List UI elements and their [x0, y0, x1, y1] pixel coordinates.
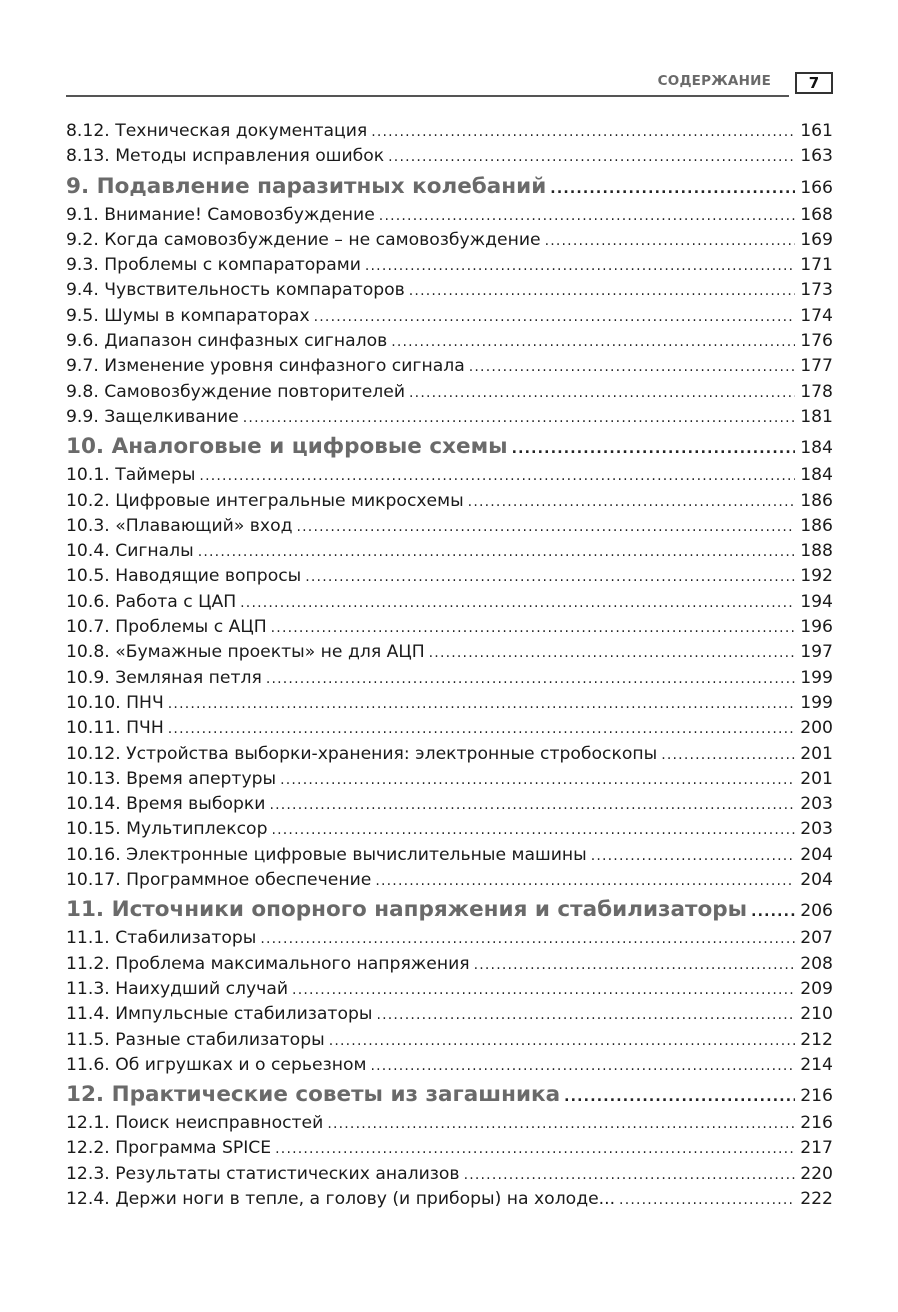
toc-title: 9.7. Изменение уровня синфазного сигнала — [66, 356, 465, 377]
dot-leader — [297, 515, 796, 540]
toc-page-number: 212 — [800, 1029, 833, 1050]
toc-title: 11.5. Разные стабилизаторы — [66, 1029, 325, 1050]
toc-page-number: 196 — [800, 617, 833, 638]
toc-title: 12.3. Результаты статистических анализов — [66, 1163, 460, 1184]
toc-page-number: 199 — [800, 692, 833, 713]
toc-page-number: 178 — [800, 381, 833, 402]
toc-page-number: 206 — [800, 901, 833, 922]
toc-title: 10.11. ПЧН — [66, 718, 164, 739]
toc-chapter — [66, 893, 833, 926]
toc-page-number: 203 — [800, 819, 833, 840]
dot-leader — [243, 406, 795, 431]
toc-title: 12.4. Держи ноги в тепле, а голову (и приборы) на холоде... — [66, 1188, 616, 1209]
toc-title: 10.12. Устройства выборки-хранения: электронные стробоскопы — [66, 743, 658, 764]
toc-page-number: 188 — [800, 541, 833, 562]
dot-leader — [388, 145, 795, 170]
toc-title: 10.4. Сигналы — [66, 541, 194, 562]
toc-entry — [66, 716, 833, 741]
toc-entry — [66, 792, 833, 817]
toc-entry — [66, 278, 833, 303]
toc-page-number: 176 — [800, 331, 833, 352]
toc-title: 8.13. Методы исправления ошибок — [66, 146, 385, 167]
toc-title: 10.9. Земляная петля — [66, 667, 262, 688]
toc-page-number: 169 — [800, 229, 833, 250]
toc-title: 9.5. Шумы в компараторах — [66, 305, 310, 326]
toc-entry — [66, 514, 833, 539]
toc-page-number: 163 — [800, 146, 833, 167]
toc-entry — [66, 666, 833, 691]
dot-leader — [271, 616, 796, 641]
toc-chapter — [66, 430, 833, 463]
header-rule — [66, 95, 789, 97]
toc-entry — [66, 691, 833, 716]
toc-page-number: 173 — [800, 280, 833, 301]
dot-leader — [292, 978, 795, 1003]
toc-page-number: 208 — [800, 953, 833, 974]
toc-page-number: 210 — [800, 1004, 833, 1025]
toc-page-number: 200 — [800, 718, 833, 739]
toc-page-number: 204 — [800, 844, 833, 865]
dot-leader — [409, 381, 795, 406]
toc-entry — [66, 868, 833, 893]
dot-leader — [199, 464, 795, 489]
toc-entry — [66, 380, 833, 405]
dot-leader — [474, 953, 796, 978]
toc-entry — [66, 742, 833, 767]
toc-entry — [66, 539, 833, 564]
toc-title: 9. Подавление паразитных колебаний — [66, 173, 547, 199]
dot-leader — [564, 1081, 795, 1114]
toc-page-number: 171 — [800, 255, 833, 276]
toc-page-number: 216 — [800, 1086, 833, 1107]
page-number: 7 — [795, 72, 833, 94]
toc-entry — [66, 228, 833, 253]
dot-leader — [661, 743, 795, 768]
toc-page-number: 209 — [800, 978, 833, 999]
toc-entry — [66, 1136, 833, 1161]
toc-page-number: 177 — [800, 356, 833, 377]
toc-entry — [66, 1028, 833, 1053]
toc-title: 9.9. Защелкивание — [66, 406, 239, 427]
toc-title: 10.3. «Плавающий» вход — [66, 515, 293, 536]
toc-title: 11. Источники опорного напряжения и стабилизаторы — [66, 897, 748, 923]
toc-page-number: 207 — [800, 928, 833, 949]
toc-entry — [66, 615, 833, 640]
toc-entry — [66, 817, 833, 842]
toc-title: 8.12. Техническая документация — [66, 121, 368, 141]
toc-entry — [66, 1187, 833, 1212]
toc-page-number: 216 — [800, 1113, 833, 1134]
toc-title: 10.5. Наводящие вопросы — [66, 566, 302, 587]
toc-page-number: 201 — [800, 768, 833, 789]
toc-title: 9.8. Самовозбуждение повторителей — [66, 381, 406, 402]
dot-leader — [468, 490, 796, 515]
toc-page-number: 166 — [800, 177, 833, 198]
toc-title: 10. Аналоговые и цифровые схемы — [66, 434, 508, 460]
dot-leader — [619, 1188, 795, 1213]
toc-entry — [66, 329, 833, 354]
dot-leader — [260, 927, 795, 952]
toc-entry — [66, 405, 833, 430]
toc-title: 9.2. Когда самовозбуждение – не самовозбуждение — [66, 229, 541, 250]
toc-page-number: 217 — [800, 1138, 833, 1159]
dot-leader — [379, 204, 795, 229]
dot-leader — [280, 768, 795, 793]
toc-title: 11.4. Импульсные стабилизаторы — [66, 1004, 373, 1025]
toc-chapter — [66, 170, 833, 203]
toc-title: 10.2. Цифровые интегральные микросхемы — [66, 490, 464, 511]
table-of-contents — [66, 119, 833, 1212]
toc-page-number: 204 — [800, 870, 833, 891]
toc-page-number: 192 — [800, 566, 833, 587]
toc-title: 9.6. Диапазон синфазных сигналов — [66, 331, 388, 352]
toc-entry — [66, 144, 833, 169]
toc-entry — [66, 767, 833, 792]
dot-leader — [375, 869, 795, 894]
toc-page-number: 203 — [800, 794, 833, 815]
dot-leader — [751, 896, 795, 929]
page-header — [66, 70, 833, 96]
toc-title: 11.6. Об игрушках и о серьезном — [66, 1054, 367, 1075]
toc-entry — [66, 463, 833, 488]
running-title: СОДЕРЖАНИЕ — [657, 73, 771, 89]
dot-leader — [376, 1003, 795, 1028]
dot-leader — [168, 692, 795, 717]
toc-title: 10.6. Работа с ЦАП — [66, 591, 237, 612]
toc-entry — [66, 843, 833, 868]
toc-title: 11.2. Проблема максимального напряжения — [66, 953, 470, 974]
toc-title: 9.3. Проблемы с компараторами — [66, 255, 361, 276]
toc-title: 10.14. Время выборки — [66, 794, 266, 815]
toc-entry — [66, 1162, 833, 1187]
dot-leader — [591, 844, 795, 869]
toc-title: 12.2. Программа SPICE — [66, 1138, 272, 1159]
dot-leader — [240, 591, 795, 616]
dot-leader — [550, 173, 795, 206]
toc-title: 10.10. ПНЧ — [66, 692, 164, 713]
toc-chapter — [66, 1078, 833, 1111]
toc-title: 10.13. Время апертуры — [66, 768, 277, 789]
dot-leader — [464, 1163, 796, 1188]
toc-title: 10.7. Проблемы с АЦП — [66, 617, 267, 638]
dot-leader — [409, 279, 795, 304]
toc-entry — [66, 1111, 833, 1136]
dot-leader — [371, 120, 795, 145]
toc-entry — [66, 952, 833, 977]
toc-page-number: 184 — [800, 465, 833, 486]
dot-leader — [275, 1137, 795, 1162]
dot-leader — [391, 330, 795, 355]
toc-entry — [66, 926, 833, 951]
toc-entry — [66, 253, 833, 278]
toc-page-number: 201 — [800, 743, 833, 764]
toc-page-number: 184 — [800, 438, 833, 459]
dot-leader — [314, 305, 796, 330]
toc-title: 9.1. Внимание! Самовозбуждение — [66, 204, 375, 225]
toc-entry — [66, 304, 833, 329]
toc-entry — [66, 1002, 833, 1027]
toc-entry — [66, 1053, 833, 1078]
dot-leader — [469, 355, 795, 380]
toc-entry — [66, 977, 833, 1002]
toc-page-number: 194 — [800, 591, 833, 612]
dot-leader — [545, 229, 796, 254]
toc-page-number: 186 — [800, 490, 833, 511]
toc-page-number: 220 — [800, 1163, 833, 1184]
toc-entry — [66, 203, 833, 228]
toc-entry — [66, 489, 833, 514]
dot-leader — [305, 565, 795, 590]
toc-entry — [66, 354, 833, 379]
dot-leader — [429, 641, 796, 666]
dot-leader — [327, 1112, 795, 1137]
dot-leader — [370, 1054, 795, 1079]
toc-title: 10.17. Программное обеспечение — [66, 870, 372, 891]
toc-page-number: 199 — [800, 667, 833, 688]
dot-leader — [271, 818, 795, 843]
toc-entry — [66, 119, 833, 144]
toc-title: 9.4. Чувствительность компараторов — [66, 280, 405, 301]
toc-title: 12. Практические советы из загашника — [66, 1082, 561, 1108]
toc-title: 11.3. Наихудший случай — [66, 978, 289, 999]
toc-title: 10.16. Электронные цифровые вычислительные машины — [66, 844, 587, 865]
dot-leader — [198, 540, 795, 565]
toc-title: 10.8. «Бумажные проекты» не для АЦП — [66, 642, 425, 663]
toc-entry — [66, 590, 833, 615]
toc-page-number: 181 — [800, 406, 833, 427]
dot-leader — [168, 717, 795, 742]
toc-entry — [66, 564, 833, 589]
toc-page-number: 161 — [800, 121, 833, 141]
toc-page-number: 197 — [800, 642, 833, 663]
toc-page-number: 186 — [800, 515, 833, 536]
toc-title: 12.1. Поиск неисправностей — [66, 1113, 324, 1134]
toc-page-number: 222 — [800, 1188, 833, 1209]
toc-title: 10.1. Таймеры — [66, 465, 196, 486]
toc-page-number: 168 — [800, 204, 833, 225]
dot-leader — [365, 254, 795, 279]
dot-leader — [269, 793, 795, 818]
toc-title: 11.1. Стабилизаторы — [66, 928, 257, 949]
dot-leader — [512, 433, 796, 466]
dot-leader — [329, 1029, 796, 1054]
toc-entry — [66, 640, 833, 665]
toc-page-number: 174 — [800, 305, 833, 326]
dot-leader — [266, 667, 795, 692]
toc-page-number: 214 — [800, 1054, 833, 1075]
toc-title: 10.15. Мультиплексор — [66, 819, 268, 840]
